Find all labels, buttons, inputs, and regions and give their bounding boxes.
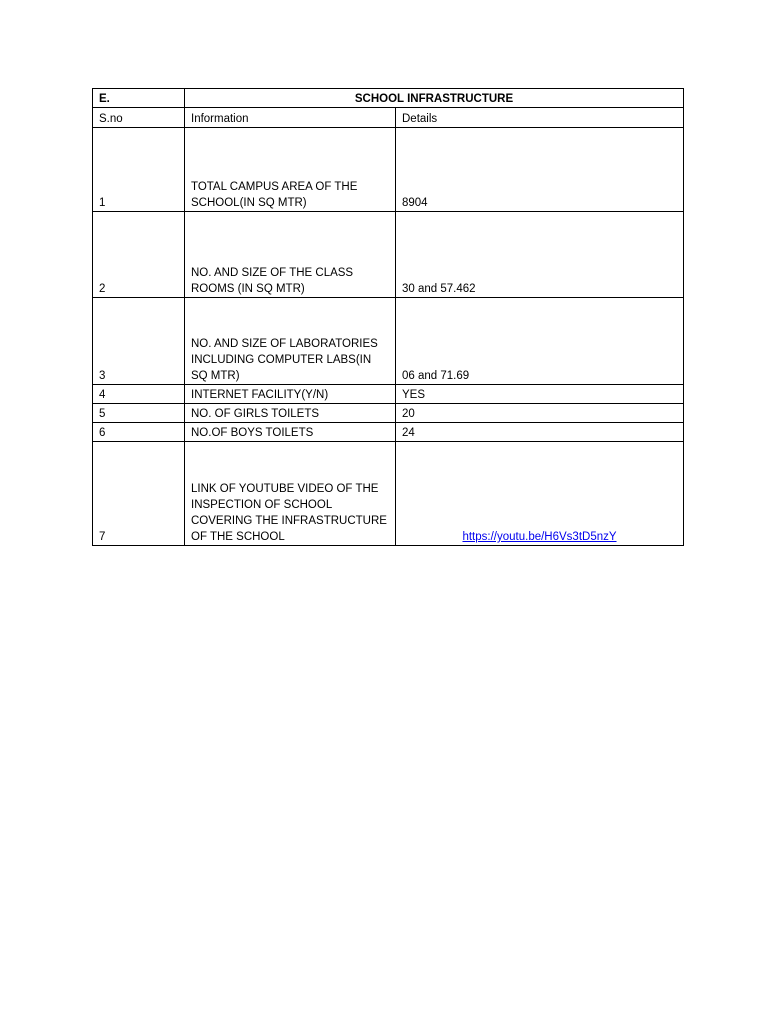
row-information: NO. AND SIZE OF THE CLASS ROOMS (IN SQ MTR) bbox=[185, 212, 396, 298]
column-header-information: Information bbox=[185, 108, 396, 128]
column-header-row bbox=[93, 108, 684, 128]
row-details bbox=[396, 442, 684, 546]
row-information: NO. AND SIZE OF LABORATORIES INCLUDING COMPUTER LABS(IN SQ MTR) bbox=[185, 298, 396, 385]
row-details: 20 bbox=[396, 404, 684, 423]
row-sno: 7 bbox=[93, 442, 185, 546]
row-details: 24 bbox=[396, 423, 684, 442]
section-code: E. bbox=[93, 89, 185, 108]
table-row bbox=[93, 128, 684, 212]
table-row bbox=[93, 404, 684, 423]
table-row bbox=[93, 298, 684, 385]
row-information: LINK OF YOUTUBE VIDEO OF THE INSPECTION OF SCHOOL COVERING THE INFRASTRUCTURE OF THE SCHOOL bbox=[185, 442, 396, 546]
row-sno: 4 bbox=[93, 385, 185, 404]
table-row bbox=[93, 212, 684, 298]
table-row bbox=[93, 423, 684, 442]
row-information: NO.OF BOYS TOILETS bbox=[185, 423, 396, 442]
row-sno: 1 bbox=[93, 128, 185, 212]
row-details: YES bbox=[396, 385, 684, 404]
document-page bbox=[92, 88, 683, 546]
row-information: INTERNET FACILITY(Y/N) bbox=[185, 385, 396, 404]
section-header-row bbox=[93, 89, 684, 108]
row-information: NO. OF GIRLS TOILETS bbox=[185, 404, 396, 423]
row-details: 06 and 71.69 bbox=[396, 298, 684, 385]
row-sno: 6 bbox=[93, 423, 185, 442]
row-information: TOTAL CAMPUS AREA OF THE SCHOOL(IN SQ MTR) bbox=[185, 128, 396, 212]
row-sno: 5 bbox=[93, 404, 185, 423]
section-title: SCHOOL INFRASTRUCTURE bbox=[185, 89, 684, 108]
row-sno: 2 bbox=[93, 212, 185, 298]
row-details: 30 and 57.462 bbox=[396, 212, 684, 298]
table-row bbox=[93, 442, 684, 546]
row-details: 8904 bbox=[396, 128, 684, 212]
column-header-sno: S.no bbox=[93, 108, 185, 128]
column-header-details: Details bbox=[396, 108, 684, 128]
youtube-video-link[interactable]: https://youtu.be/H6Vs3tD5nzY bbox=[462, 531, 617, 543]
infrastructure-table bbox=[92, 88, 684, 546]
row-sno: 3 bbox=[93, 298, 185, 385]
table-row bbox=[93, 385, 684, 404]
